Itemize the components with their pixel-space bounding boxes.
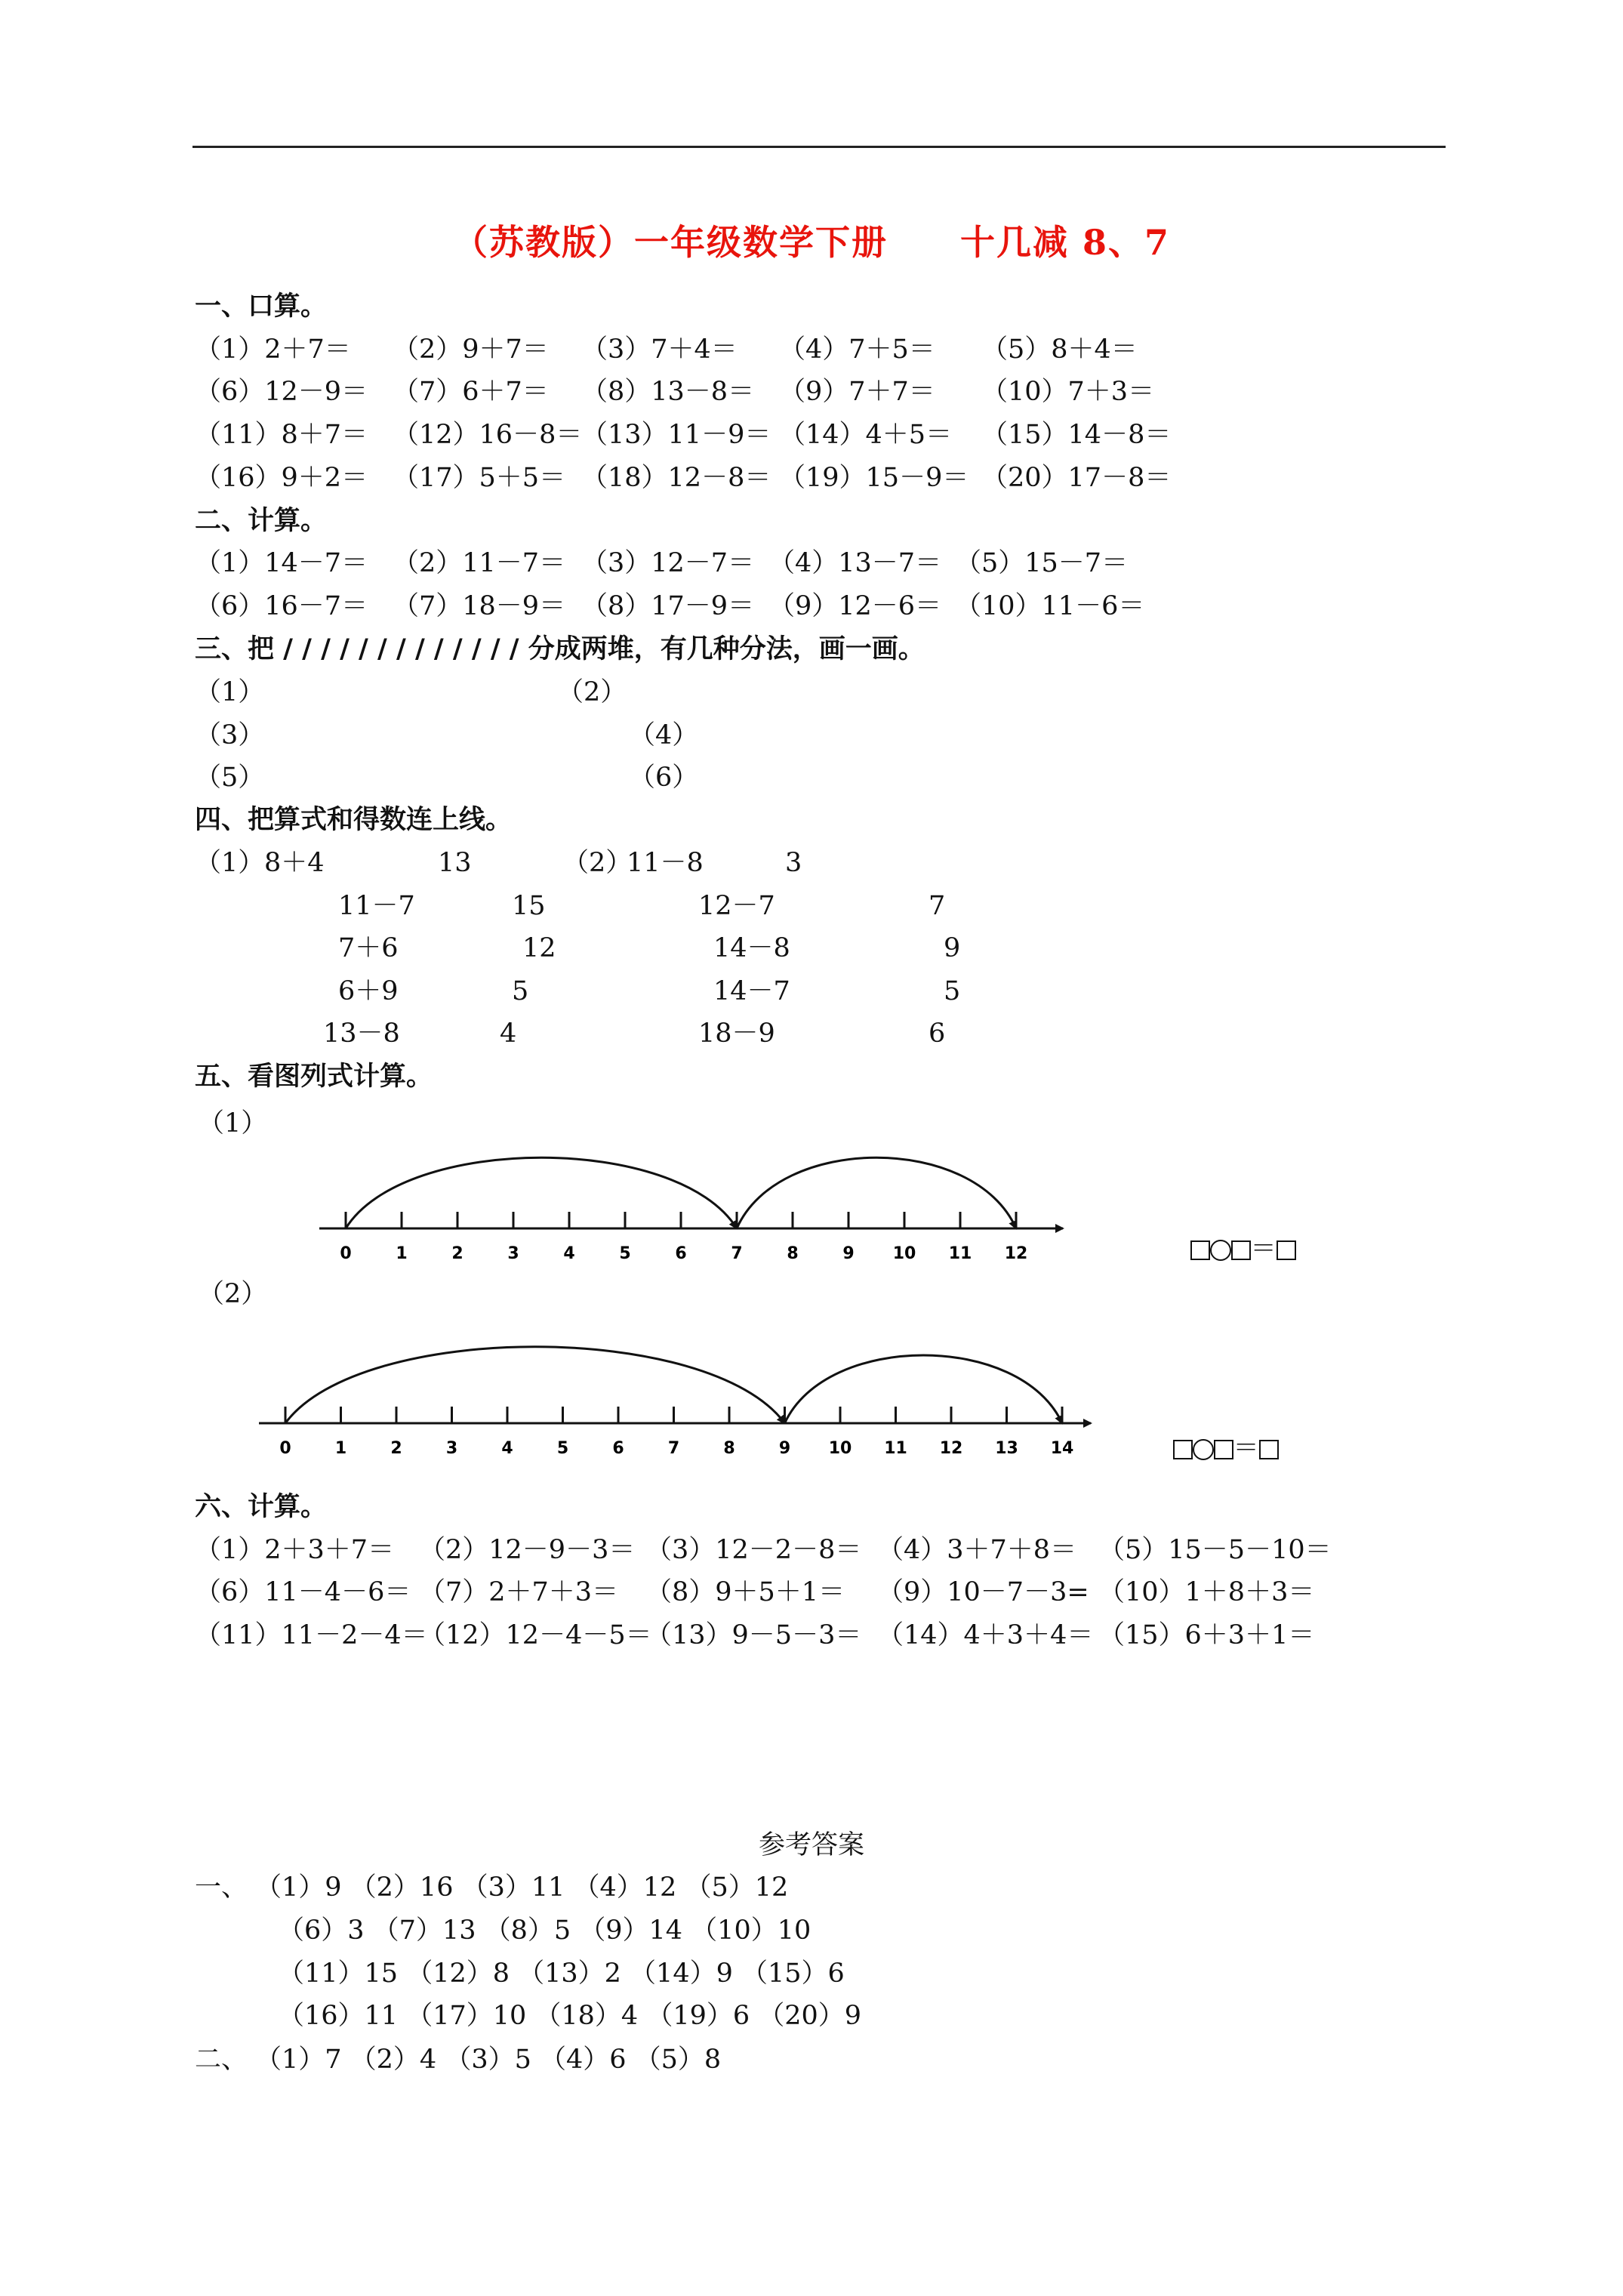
header-rule bbox=[192, 146, 1446, 148]
match-expression: 13－8 bbox=[323, 1019, 400, 1049]
equals-sign: ＝ bbox=[1233, 1433, 1259, 1463]
section-5-heading: 五、看图列式计算。 bbox=[195, 1061, 433, 1092]
answers-2-label: 二、 bbox=[195, 2045, 248, 2075]
equals-sign: ＝ bbox=[1250, 1234, 1277, 1264]
tick-label: 7 bbox=[667, 1439, 680, 1457]
calc-problem: （6）16－7＝ bbox=[195, 591, 368, 621]
section-2-heading: 二、计算。 bbox=[195, 505, 328, 536]
s5-problem-1-label: （1） bbox=[198, 1108, 268, 1139]
mixed-calc-problem: （6）11－4－6＝ bbox=[195, 1577, 411, 1607]
s3-item: （3） bbox=[195, 720, 265, 750]
match-expression: 14－7 bbox=[713, 976, 790, 1006]
tick-label: 10 bbox=[828, 1439, 852, 1457]
oral-problem: （16）9＋2＝ bbox=[195, 463, 368, 493]
answer-row: （1）9 （2）16 （3）11 （4）12 （5）12 bbox=[255, 1872, 789, 1903]
tick-label: 12 bbox=[1004, 1244, 1028, 1263]
mixed-calc-problem: （14）4＋3＋4＝ bbox=[877, 1620, 1094, 1650]
match-expression: 12－7 bbox=[698, 891, 775, 921]
oral-problem: （3）7＋4＝ bbox=[581, 334, 738, 365]
mixed-calc-problem: （5）15－5－10＝ bbox=[1098, 1535, 1332, 1565]
tick-label: 2 bbox=[451, 1244, 463, 1263]
calc-problem: （2）11－7＝ bbox=[393, 548, 566, 578]
match-number: 7 bbox=[929, 891, 946, 921]
oral-problem: （5）8＋4＝ bbox=[981, 334, 1138, 365]
blank-box[interactable] bbox=[1190, 1240, 1210, 1260]
tick-label: 5 bbox=[556, 1439, 569, 1457]
tick-label: 10 bbox=[892, 1244, 916, 1263]
tick-label: 14 bbox=[1050, 1439, 1074, 1457]
tick-label: 7 bbox=[731, 1244, 743, 1263]
blank-box[interactable] bbox=[1173, 1440, 1193, 1459]
oral-problem: （14）4＋5＝ bbox=[779, 420, 953, 450]
s4-group2-prefix: （2） bbox=[562, 848, 633, 878]
tick-label: 11 bbox=[948, 1244, 972, 1263]
tick-label: 6 bbox=[675, 1244, 687, 1263]
mixed-calc-problem: （15）6＋3＋1＝ bbox=[1098, 1620, 1315, 1650]
tick-label: 8 bbox=[723, 1439, 735, 1457]
mixed-calc-problem: （9）10－7－3= bbox=[877, 1577, 1089, 1607]
tick-label: 3 bbox=[507, 1244, 519, 1263]
s5-problem-2-label: （2） bbox=[198, 1279, 268, 1309]
oral-problem: （19）15－9＝ bbox=[779, 463, 969, 493]
number-line-1 bbox=[0, 1140, 1095, 1268]
tick-label: 3 bbox=[445, 1439, 458, 1457]
match-expression: 11－8 bbox=[627, 848, 704, 878]
calc-problem: （1）14－7＝ bbox=[195, 548, 368, 578]
section-6-heading: 六、计算。 bbox=[195, 1491, 328, 1522]
mixed-calc-problem: （7）2＋7＋3＝ bbox=[419, 1577, 619, 1607]
match-number: 6 bbox=[929, 1019, 946, 1049]
answer-boxes-2 bbox=[1156, 1403, 1279, 1463]
operator-circle[interactable] bbox=[1210, 1240, 1231, 1261]
mixed-calc-problem: （11）11－2－4＝ bbox=[195, 1620, 428, 1650]
jump-arrow bbox=[346, 1157, 737, 1228]
s3-item: （5） bbox=[195, 763, 265, 793]
oral-problem: （18）12－8＝ bbox=[581, 463, 771, 493]
answer-row: （16）11 （17）10 （18）4 （19）6 （20）9 bbox=[278, 2001, 862, 2031]
match-number: 5 bbox=[512, 976, 529, 1006]
match-expression: 6＋9 bbox=[338, 976, 399, 1006]
tick-label: 0 bbox=[340, 1244, 352, 1263]
mixed-calc-problem: （10）1＋8＋3＝ bbox=[1098, 1577, 1315, 1607]
blank-box[interactable] bbox=[1259, 1440, 1279, 1459]
mixed-calc-problem: （8）9＋5＋1＝ bbox=[645, 1577, 845, 1607]
tick-label: 1 bbox=[334, 1439, 347, 1457]
mixed-calc-problem: （4）3＋7＋8＝ bbox=[877, 1535, 1077, 1565]
s3-item: （6） bbox=[629, 763, 699, 793]
tick-label: 2 bbox=[390, 1439, 402, 1457]
s4-group1-prefix: （1） bbox=[195, 848, 265, 878]
match-number: 13 bbox=[438, 848, 472, 878]
blank-box[interactable] bbox=[1214, 1440, 1233, 1459]
oral-problem: （20）17－8＝ bbox=[981, 463, 1172, 493]
tick-label: 1 bbox=[396, 1244, 408, 1263]
oral-problem: （7）6＋7＝ bbox=[393, 377, 549, 407]
tick-label: 12 bbox=[939, 1439, 963, 1457]
answers-1-label: 一、 bbox=[195, 1872, 248, 1903]
oral-problem: （15）14－8＝ bbox=[981, 420, 1172, 450]
oral-problem: （4）7＋5＝ bbox=[779, 334, 935, 365]
tick-label: 4 bbox=[501, 1439, 513, 1457]
tick-label: 9 bbox=[842, 1244, 855, 1263]
jump-arrow bbox=[285, 1347, 785, 1423]
match-number: 5 bbox=[944, 976, 961, 1006]
oral-problem: （8）13－8＝ bbox=[581, 377, 755, 407]
answers-title: 参考答案 bbox=[758, 1830, 864, 1860]
calc-problem: （8）17－9＝ bbox=[581, 591, 755, 621]
oral-problem: （2）9＋7＝ bbox=[393, 334, 549, 365]
answer-row: （11）15 （12）8 （13）2 （14）9 （15）6 bbox=[278, 1959, 845, 1989]
s3-item: （1） bbox=[195, 677, 265, 707]
oral-problem: （6）12－9＝ bbox=[195, 377, 368, 407]
calc-problem: （4）13－7＝ bbox=[768, 548, 942, 578]
match-expression: 8＋4 bbox=[264, 848, 325, 878]
match-number: 4 bbox=[500, 1019, 517, 1049]
calc-problem: （10）11－6＝ bbox=[955, 591, 1145, 621]
calc-problem: （5）15－7＝ bbox=[955, 548, 1129, 578]
tick-label: 8 bbox=[787, 1244, 799, 1263]
calc-problem: （9）12－6＝ bbox=[768, 591, 942, 621]
answer-row: （1）7 （2）4 （3）5 （4）6 （5）8 bbox=[255, 2045, 722, 2075]
jump-arrow bbox=[785, 1355, 1063, 1423]
tick-label: 6 bbox=[612, 1439, 624, 1457]
match-expression: 7＋6 bbox=[338, 933, 399, 963]
tick-label: 5 bbox=[619, 1244, 631, 1263]
operator-circle[interactable] bbox=[1193, 1439, 1214, 1460]
oral-problem: （1）2＋7＝ bbox=[195, 334, 351, 365]
section-4-heading: 四、把算式和得数连上线。 bbox=[195, 804, 513, 835]
page-title: （苏教版）一年级数学下册 十几减 8、7 bbox=[452, 222, 1171, 263]
match-number: 3 bbox=[785, 848, 802, 878]
tick-label: 11 bbox=[884, 1439, 907, 1457]
mixed-calc-problem: （12）12－4－5＝ bbox=[419, 1620, 652, 1650]
blank-box[interactable] bbox=[1277, 1240, 1296, 1260]
section-1-heading: 一、口算。 bbox=[195, 291, 328, 322]
section-3-heading: 三、把 / / / / / / / / / / / / / 分成两堆，有几种分法，画一画。 bbox=[195, 633, 925, 664]
match-number: 12 bbox=[522, 933, 556, 963]
match-number: 9 bbox=[944, 933, 961, 963]
jump-arrow bbox=[737, 1157, 1016, 1228]
mixed-calc-problem: （1）2＋3＋7＝ bbox=[195, 1535, 395, 1565]
tick-label: 13 bbox=[995, 1439, 1018, 1457]
tick-label: 9 bbox=[778, 1439, 791, 1457]
answer-row: （6）3 （7）13 （8）5 （9）14 （10）10 bbox=[278, 1915, 812, 1946]
blank-box[interactable] bbox=[1231, 1240, 1251, 1260]
match-number: 15 bbox=[512, 891, 546, 921]
oral-problem: （9）7＋7＝ bbox=[779, 377, 935, 407]
match-expression: 18－9 bbox=[698, 1019, 775, 1049]
match-expression: 14－8 bbox=[713, 933, 790, 963]
calc-problem: （7）18－9＝ bbox=[393, 591, 566, 621]
calc-problem: （3）12－7＝ bbox=[581, 548, 755, 578]
tick-label: 4 bbox=[563, 1244, 575, 1263]
mixed-calc-problem: （13）9－5－3＝ bbox=[645, 1620, 862, 1650]
mixed-calc-problem: （3）12－2－8＝ bbox=[645, 1535, 862, 1565]
oral-problem: （17）5＋5＝ bbox=[393, 463, 566, 493]
answer-boxes-1 bbox=[1174, 1203, 1296, 1264]
oral-problem: （13）11－9＝ bbox=[581, 420, 771, 450]
oral-problem: （12）16－8＝ bbox=[393, 420, 583, 450]
s3-item: （4） bbox=[629, 720, 699, 750]
mixed-calc-problem: （2）12－9－3＝ bbox=[419, 1535, 636, 1565]
match-expression: 11－7 bbox=[338, 891, 415, 921]
oral-problem: （10）7＋3＝ bbox=[981, 377, 1155, 407]
s3-item: （2） bbox=[557, 677, 627, 707]
oral-problem: （11）8＋7＝ bbox=[195, 420, 368, 450]
tick-label: 0 bbox=[279, 1439, 291, 1457]
number-line-2 bbox=[0, 1329, 1102, 1457]
